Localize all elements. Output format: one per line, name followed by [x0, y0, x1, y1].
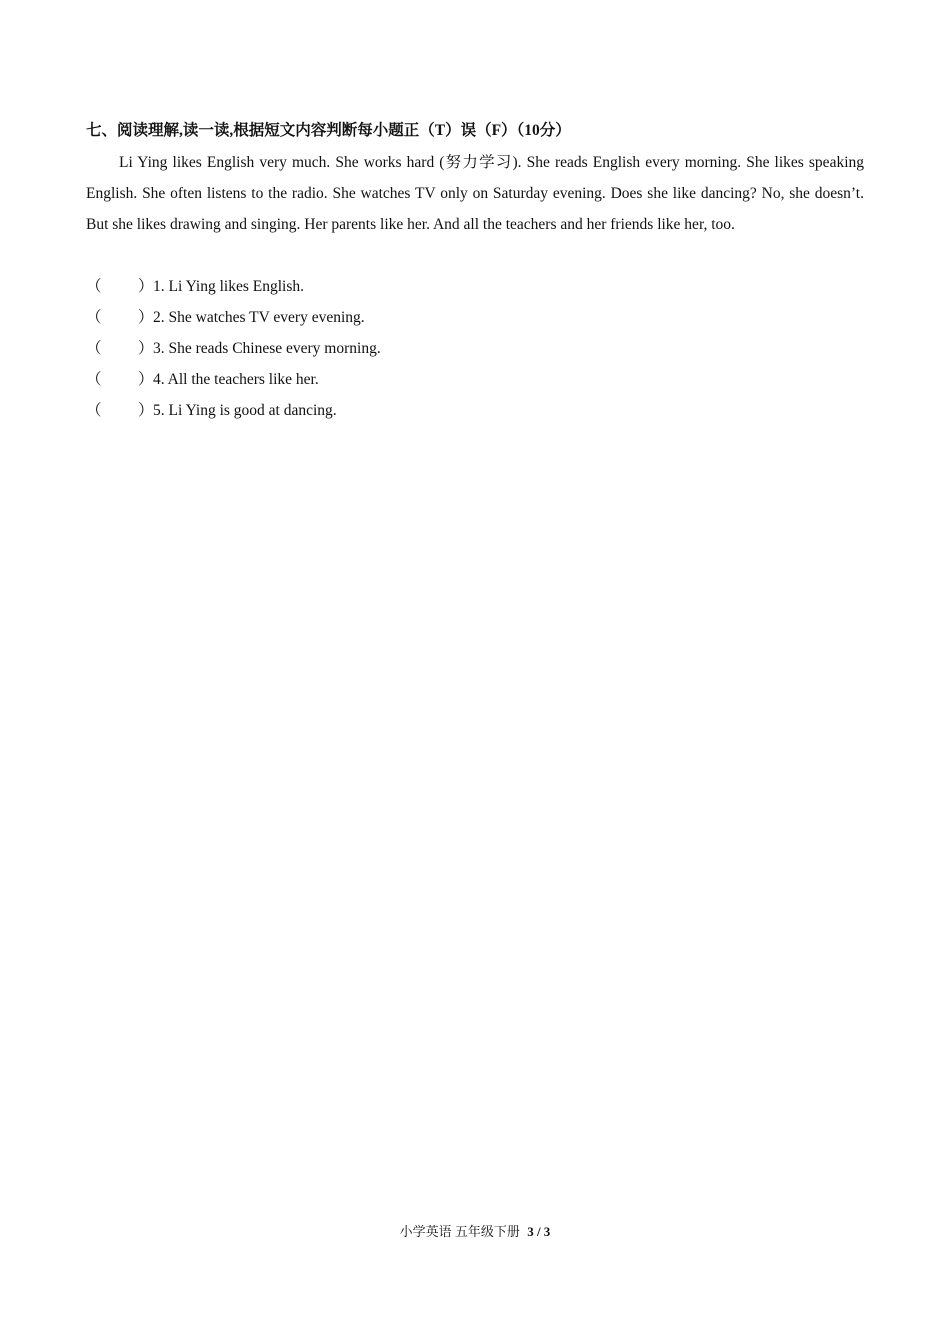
question-text: 4. All the teachers like her.	[153, 371, 319, 388]
question-text: 2. She watches TV every evening.	[153, 309, 365, 326]
answer-paren-open: （	[86, 340, 102, 357]
answer-paren-open: （	[86, 402, 102, 419]
question-item-1	[86, 271, 864, 302]
answer-paren-close: ）	[138, 309, 154, 326]
question-item-4	[86, 364, 864, 395]
question-item-3	[86, 333, 864, 364]
question-text: 3. She reads Chinese every morning.	[153, 340, 381, 357]
answer-paren-close: ）	[138, 278, 154, 295]
reading-passage: Li Ying likes English very much. She works hard (努力学习). She reads English every morning. She likes speaking English. She often listens to the radio. She watches TV only on Saturday evening. Does she like dancing? No, she doesn’t. But she likes drawing and singing. Her parents like her. And all the teachers and her friends like her, too.	[86, 154, 864, 233]
answer-paren-close: ）	[138, 371, 154, 388]
page-footer	[0, 1222, 950, 1242]
footer-label: 小学英语 五年级下册	[399, 1224, 520, 1239]
section-heading: 七、阅读理解,读一读,根据短文内容判断每小题正（T）误（F）（10分）	[86, 122, 571, 139]
answer-paren-close: ）	[138, 402, 154, 419]
page-number: 3 / 3	[527, 1224, 551, 1239]
answer-paren-open: （	[86, 371, 102, 388]
true-false-question-list	[86, 271, 864, 426]
answer-paren-open: （	[86, 278, 102, 295]
answer-paren-close: ）	[138, 340, 154, 357]
answer-paren-open: （	[86, 309, 102, 326]
question-item-5	[86, 395, 864, 426]
question-item-2	[86, 302, 864, 333]
question-text: 5. Li Ying is good at dancing.	[153, 402, 337, 419]
question-text: 1. Li Ying likes English.	[153, 278, 304, 295]
